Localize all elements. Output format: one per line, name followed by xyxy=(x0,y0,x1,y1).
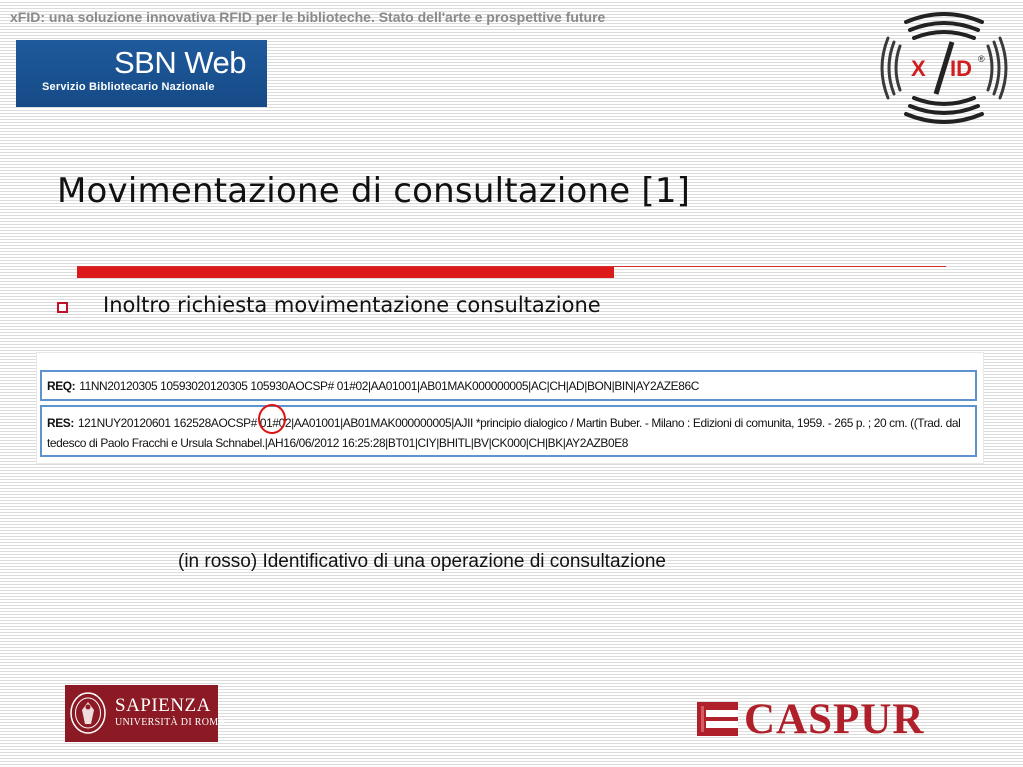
xfid-logo-id: ID xyxy=(950,56,972,81)
highlight-circle xyxy=(258,404,286,434)
sapienza-name: SAPIENZA xyxy=(115,695,211,716)
caspur-logo xyxy=(697,697,949,743)
sapienza-seal-icon xyxy=(68,689,108,737)
sbn-logo-subtitle: Servizio Bibliotecario Nazionale xyxy=(42,81,215,93)
req-label: REQ: xyxy=(47,379,76,393)
protocol-screenshot xyxy=(36,352,984,464)
square-bullet-icon xyxy=(57,302,68,313)
bullet-text: Inoltro richiesta movimentazione consultazione xyxy=(103,293,601,317)
xfid-logo xyxy=(874,8,1014,128)
caspur-wordmark: CASPUR xyxy=(744,696,925,743)
presentation-header-title: xFID: una soluzione innovativa RFID per le biblioteche. Stato dell'arte e prospettive future xyxy=(10,9,606,25)
sapienza-logo xyxy=(65,685,226,742)
res-message-box xyxy=(40,405,977,457)
caspur-mark-icon xyxy=(697,702,738,736)
req-text: 11NN20120305 10593020120305 105930AOCSP# 01#02|AA01001|AB01MAK000000005|AC|CH|AD|BON|BIN|AY2AZE86C xyxy=(79,379,699,393)
xfid-registered-mark: ® xyxy=(978,54,985,64)
res-label: RES: xyxy=(47,416,74,430)
req-message-box xyxy=(40,370,977,401)
title-rule-thick xyxy=(77,267,614,278)
sapienza-subtitle: UNIVERSITÀ DI ROMA xyxy=(115,717,226,728)
caption-text: (in rosso) Identificativo di una operazione di consultazione xyxy=(178,551,666,572)
res-text-line2: tedesco di Paolo Fracchi e Ursula Schnabel.|AH16/06/2012 16:25:28|BT01|CIY|BHITL|BV|CK000|CH|BK|AY2AZB0E8 xyxy=(47,436,629,450)
sbn-web-logo xyxy=(16,40,267,107)
bullet-item xyxy=(57,293,601,317)
sbn-logo-title: SBN Web xyxy=(114,45,247,80)
res-text-line1: 121NUY20120601 162528AOCSP# 01#02|AA01001|AB01MAK000000005|AJII *principio dialogico / Martin Buber. - Milano : Edizioni di comunita, 1959. - 265 p. ; 20 cm. ((Trad. dal xyxy=(77,416,961,430)
xfid-logo-x: X xyxy=(911,56,926,81)
slide-title: Movimentazione di consultazione [1] xyxy=(57,171,691,211)
